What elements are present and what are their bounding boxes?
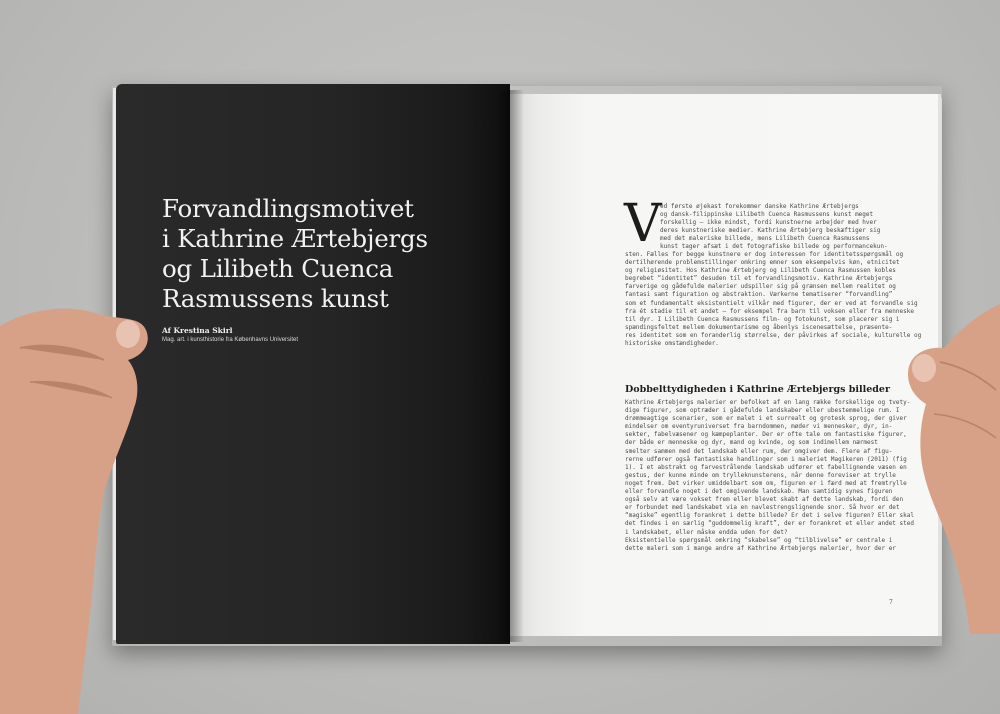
right-page (510, 94, 941, 636)
author-name: Af Krestina Skirl (162, 326, 233, 335)
text-line: noget frem. Det virker umiddelbart som om, figuren er i færd med at fremtrylle (625, 479, 907, 487)
text-line: kunst tager afsæt i det fotografiske billede og performancekun- (660, 243, 888, 251)
text-line: der både er menneske og dyr, mand og kvinde, og som indimellem nærmest (625, 439, 878, 447)
text-line: begrebet “identitet” desuden til et forvandlingsmotiv. Kathrine Ærtebjergs (625, 275, 893, 283)
text-line: mindelser om eventyruniverset fra barndommen, møder vi mennesker, dyr, in- (625, 423, 893, 431)
left-hand (0, 296, 160, 714)
section-paragraph (625, 399, 914, 553)
right-hand (900, 304, 1000, 634)
text-line: spændingsfeltet mellem dokumentarisme og åbenlys iscenesættelse, præsente- (625, 323, 893, 331)
article-title (162, 194, 462, 314)
intro-paragraph (625, 251, 921, 348)
text-line: smelter sammen med det landskab eller rum, der omgiver dem. Flere af figu- (625, 447, 893, 455)
text-line: er forbundet med landskabet via en navlestrengslignende snor. Så hvor er det (625, 504, 900, 512)
text-line: og dansk-filippinske Lilibeth Cuenca Rasmussens kunst meget (660, 211, 874, 219)
text-line: eller forvandle noget i det omgivende landskab. Man samtidig synes figuren (625, 488, 893, 496)
page-number: 7 (889, 599, 893, 606)
text-line: res identitet som en foranderlig størrelse, der påvirkes af sociale, kulturelle og (625, 331, 922, 339)
text-line: Kathrine Ærtebjergs malerier er befolket af en lang række forskellige og tvety- (625, 399, 911, 406)
text-line: til dyr. I Lilibeth Cuenca Rasmussens film- og fotokunst, som placerer sig i (625, 315, 900, 323)
text-line: drømmeagtige scenarier, som er malet i et surrealt og grotesk sprog, der giver (625, 415, 907, 423)
text-line: sekter, fabelvæsener og kæmpeplanter. Der er ofte tale om fantastiske figurer, (625, 431, 907, 439)
intro-paragraph-top (660, 203, 888, 252)
text-line: farverige og gådefulde malerier udspiller sig på grænsen mellem realitet og (625, 283, 896, 291)
author-affiliation: Mag. art. i kunsthistorie fra Københavns Universitet (162, 337, 299, 343)
text-line: det findes i en særlig “guddommelig kraft”, der er forankret et eller andet sted (625, 520, 914, 528)
text-line: og religiøsitet. Hos Kathrine Ærtebjerg og Lilibeth Cuenca Rasmussen kobles (625, 267, 896, 275)
text-line: deres kunstneriske medier. Kathrine Ærtebjerg beskæftiger sig (660, 227, 881, 235)
drop-cap: V (624, 194, 662, 254)
text-line: Eksistentielle spørgsmål omkring “skabelse” og “tilblivelse” er centrale i (625, 536, 893, 544)
text-line: forskellig – ikke mindst, fordi kunstnerne arbejder med hver (660, 219, 877, 227)
text-line: ed første øjekast forekommer danske Kathrine Ærtebjergs (660, 203, 859, 210)
left-page (116, 84, 510, 644)
text-line: fantasi samt figuration og abstraktion. Værkerne tematiserer “forvandling” (625, 291, 893, 299)
book-spine (496, 90, 524, 642)
title-line: og Lilibeth Cuenca (162, 254, 394, 283)
text-line: historiske omstændigheder. (625, 340, 719, 348)
section-heading: Dobbelttydigheden i Kathrine Ærtebjergs billeder (625, 384, 890, 395)
text-line: gestus, der kunne minde om trylleknunsterens, når denne foreviser at trylle (625, 471, 896, 479)
text-line: som et fundamentalt eksistentielt vilkår med figurer, der er ved at forvandle sig (625, 299, 918, 307)
text-line: 1). I et abstrakt og farvestrålende landskab udfører et fabellignende væsen en (625, 463, 907, 471)
text-line: rerne udfører også fantastiske handlinger som i maleriet Magikeren (2011) (fig (625, 455, 907, 463)
text-line: dige figurer, som optræder i gådefulde landskaber eller ubestemmelige rum. I (625, 407, 900, 415)
text-line: i landskabet, eller måske endda uden for det? (625, 528, 788, 536)
title-line: Forvandlingsmotivet (162, 194, 414, 223)
text-line: dertilhørende problemstillinger omkring emner som eksempelvis køn, etnicitet (625, 259, 900, 267)
title-line: Rasmussens kunst (162, 284, 389, 313)
text-line: dette maleri som i mange andre af Kathrine Ærtebjergs malerier, hvor der er (625, 544, 896, 552)
title-line: i Kathrine Ærtebjergs (162, 224, 428, 253)
text-line: også selv at være vokset frem eller blevet skabt af dette landskab, fordi den (625, 496, 904, 504)
text-line: “magiske” egentlig forankret i dette billede? Er det i selve figuren? Eller skal (625, 512, 914, 520)
text-line: sten. Fælles for begge kunstnere er dog interessen for identitetsspørgsmål og (625, 251, 904, 258)
text-line: med det maleriske billede, mens Lilibeth Cuenca Rasmussens (660, 235, 870, 243)
text-line: fra ét stadie til et andet – for eksempel fra barn til voksen eller fra menneske (625, 307, 914, 315)
